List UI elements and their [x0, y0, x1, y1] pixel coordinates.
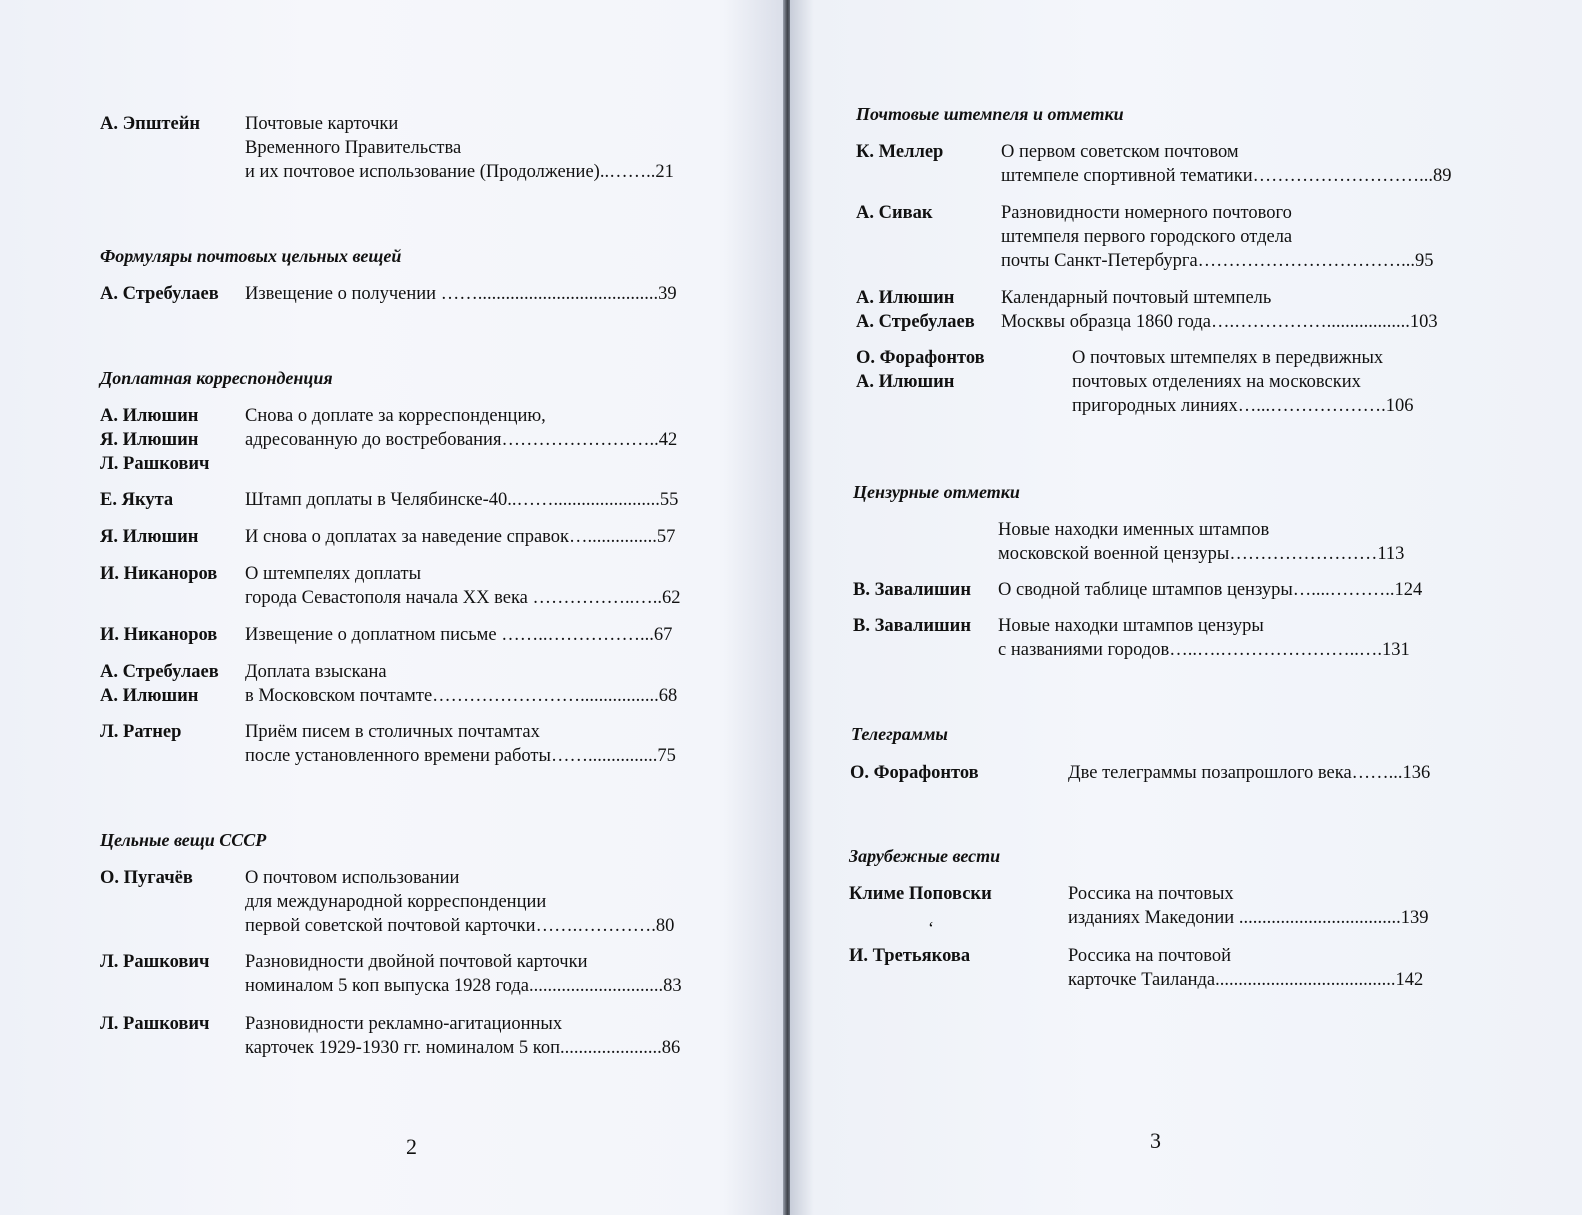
entry-authors: [100, 525, 198, 549]
title-line: Россика на почтовой: [1068, 946, 1231, 966]
title-line: Разновидности двойной почтовой карточки: [245, 952, 588, 972]
author-name: Е. Якута: [100, 490, 174, 510]
stray-mark: ‘: [928, 918, 934, 938]
author-name: О. Форафонтов: [856, 348, 985, 368]
title-line: московской военной цензуры……………………113: [998, 544, 1405, 564]
author-name: И. Третьякова: [849, 946, 971, 966]
entry-authors: [856, 286, 975, 334]
entry-title: [245, 623, 672, 647]
title-line: Россика на почтовых: [1068, 884, 1234, 904]
title-line: с названиями городов…..….…………………..….131: [998, 640, 1410, 660]
author-name: В. Завалишин: [853, 580, 971, 600]
entry-title: [245, 488, 678, 512]
entry-authors: [100, 562, 217, 586]
right-page: [790, 0, 1582, 1215]
author-name: И. Никаноров: [100, 625, 218, 645]
author-name: А. Илюшин: [856, 372, 955, 392]
entry-authors: [100, 720, 181, 744]
entry-title: [1072, 346, 1413, 418]
entry-authors: [853, 614, 971, 638]
title-line: Новые находки именных штампов: [998, 520, 1270, 540]
entry-authors: [100, 1012, 210, 1036]
title-line: почты Санкт-Петербурга……………………………...95: [1001, 251, 1434, 271]
entry-title: [245, 950, 682, 998]
entry-title: [245, 112, 674, 184]
title-line: Временного Правительства: [245, 138, 462, 158]
author-name: О. Пугачёв: [100, 868, 193, 888]
entry-title: [998, 578, 1422, 602]
title-line: и их почтовое использование (Продолжение)..……..21: [245, 162, 674, 182]
entry-authors: [100, 488, 173, 512]
entry-title: [1068, 944, 1423, 992]
entry-authors: [850, 761, 979, 785]
title-line: для международной корреспонденции: [245, 892, 547, 912]
entry-title: [245, 866, 674, 938]
entry-title: [1001, 140, 1452, 188]
author-name: Климе Поповски: [849, 884, 992, 904]
title-line: Штамп доплаты в Челябинске-40..…….......................55: [245, 490, 679, 510]
title-line: Почтовые карточки: [245, 114, 399, 134]
title-line: О почтовых штемпелях в передвижных: [1072, 348, 1384, 368]
author-name: А. Илюшин: [856, 288, 955, 308]
left-page: [0, 0, 786, 1215]
author-name: Л. Рашкович: [100, 952, 210, 972]
title-line: Разновидности номерного почтового: [1001, 203, 1292, 223]
section-heading: Цельные вещи СССР: [100, 830, 267, 850]
title-line: Извещение о доплатном письме ……..……………...67: [245, 625, 673, 645]
author-name: И. Никаноров: [100, 564, 218, 584]
author-name: А. Илюшин: [100, 406, 199, 426]
title-line: штемпеле спортивной тематики………………………...89: [1001, 166, 1452, 186]
entry-authors: [856, 140, 943, 164]
section-heading: Зарубежные вести: [849, 846, 1001, 866]
title-line: штемпеля первого городского отдела: [1001, 227, 1293, 247]
entry-authors: [853, 578, 971, 602]
author-name: Л. Ратнер: [100, 722, 182, 742]
title-line: адресованную до востребования……………………..42: [245, 430, 678, 450]
entry-authors: [100, 623, 217, 647]
title-line: почтовых отделениях на московских: [1072, 372, 1361, 392]
title-line: Извещение о получении …….......................................39: [245, 284, 677, 304]
entry-authors: [100, 112, 200, 136]
title-line: Две телеграммы позапрошлого века……...136: [1068, 763, 1431, 783]
entry-title: [245, 282, 677, 306]
page-number: 3: [1150, 1128, 1161, 1153]
entry-authors: [856, 201, 933, 225]
title-line: О штемпелях доплаты: [245, 564, 422, 584]
title-line: И снова о доплатах за наведение справок…...............57: [245, 527, 676, 547]
author-name: А. Сивак: [856, 203, 933, 223]
entry-title: [1068, 882, 1428, 930]
author-name: К. Меллер: [856, 142, 944, 162]
title-line: Снова о доплате за корреспонденцию,: [245, 406, 546, 426]
title-line: номиналом 5 коп выпуска 1928 года.............................83: [245, 976, 682, 996]
title-line: города Севастополя начала XX века ……………..…..62: [245, 588, 681, 608]
entry-title: [245, 562, 681, 610]
title-line: карточке Таиланда.......................................142: [1068, 970, 1424, 990]
entry-title: [245, 1012, 680, 1060]
entry-title: [245, 525, 675, 549]
title-line: О сводной таблице штампов цензуры…....………..124: [998, 580, 1423, 600]
title-line: Календарный почтовый штемпель: [1001, 288, 1272, 308]
title-line: после установленного времени работы……...............75: [245, 746, 676, 766]
section-heading: Формуляры почтовых цельных вещей: [100, 246, 402, 266]
page-number: 2: [406, 1134, 417, 1159]
title-line: карточек 1929-1930 гг. номиналом 5 коп......................86: [245, 1038, 681, 1058]
title-line: изданиях Македонии ...................................139: [1068, 908, 1429, 928]
title-line: Доплата взыскана: [245, 662, 387, 682]
title-line: Москвы образца 1860 года….……………..................103: [1001, 312, 1438, 332]
title-line: первой советской почтовой карточки…….………….80: [245, 916, 675, 936]
author-name: Я. Илюшин: [100, 430, 199, 450]
author-name: В. Завалишин: [853, 616, 971, 636]
author-name: Я. Илюшин: [100, 527, 199, 547]
author-name: А. Стребулаев: [856, 312, 975, 332]
entry-authors: [100, 404, 210, 476]
entry-title: [998, 518, 1404, 566]
title-line: Приём писем в столичных почтамтах: [245, 722, 540, 742]
section-heading: Телеграммы: [851, 724, 948, 744]
entry-title: [245, 720, 676, 768]
title-line: в Московском почтамте…………………….................68: [245, 686, 678, 706]
title-line: О первом советском почтовом: [1001, 142, 1239, 162]
title-line: пригородных линиях…...……………….106: [1072, 396, 1414, 416]
entry-title: [1001, 201, 1434, 273]
entry-title: [245, 404, 677, 452]
title-line: Разновидности рекламно-агитационных: [245, 1014, 563, 1034]
entry-title: [245, 660, 677, 708]
author-name: А. Илюшин: [100, 686, 199, 706]
entry-authors: [849, 882, 992, 906]
title-line: О почтовом использовании: [245, 868, 460, 888]
entry-authors: [100, 866, 193, 890]
entry-authors: [100, 660, 219, 708]
entry-authors: [856, 346, 985, 394]
title-line: Новые находки штампов цензуры: [998, 616, 1264, 636]
entry-title: [1001, 286, 1438, 334]
section-heading: Доплатная корреспонденция: [100, 368, 333, 388]
entry-authors: [100, 950, 210, 974]
section-heading: Почтовые штемпеля и отметки: [856, 104, 1124, 124]
author-name: Л. Рашкович: [100, 1014, 210, 1034]
author-name: Л. Рашкович: [100, 454, 210, 474]
entry-title: [1068, 761, 1430, 785]
author-name: А. Эпштейн: [100, 114, 201, 134]
author-name: А. Стребулаев: [100, 284, 219, 304]
entry-title: [998, 614, 1410, 662]
section-heading: Цензурные отметки: [853, 482, 1020, 502]
entry-authors: [100, 282, 219, 306]
author-name: А. Стребулаев: [100, 662, 219, 682]
author-name: О. Форафонтов: [850, 763, 979, 783]
entry-authors: [849, 944, 970, 968]
